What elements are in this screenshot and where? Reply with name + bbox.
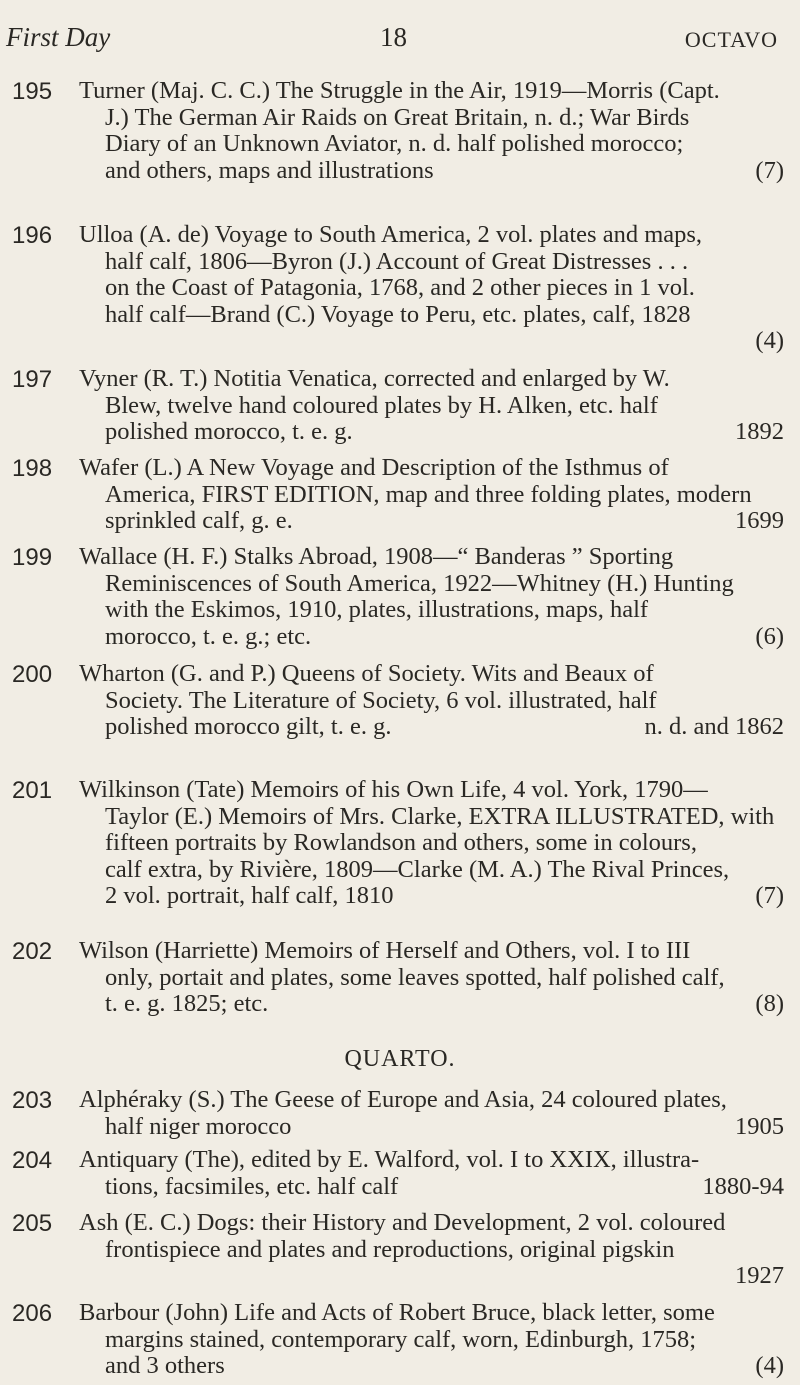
entry-line: fifteen portraits by Rowlandson and others, some in colours, <box>105 829 697 856</box>
entry-line: Antiquary (The), edited by E. Walford, vol. I to XXIX, illustra- <box>79 1146 700 1173</box>
entry-date-or-count: 1699 <box>735 507 784 534</box>
entry-line: sprinkled calf, g. e. 1699 <box>105 507 784 534</box>
lot-number: 205 <box>12 1210 53 1237</box>
entry-line: half niger morocco 1905 <box>105 1112 784 1140</box>
entry-line: 2 vol. portrait, half calf, 1810 (7) <box>105 882 784 909</box>
header-section: OCTAVO <box>684 27 778 52</box>
entry-line: Taylor (E.) Memoirs of Mrs. Clarke, EXTRA ILLUSTRATED, with <box>105 802 775 830</box>
entry-line: with the Eskimos, 1910, plates, illustrations, maps, half <box>105 596 649 623</box>
lot-number: 200 <box>12 661 53 688</box>
entry-line: Ulloa (A. de) Voyage to South America, 2 vol. plates and maps, <box>79 221 703 248</box>
entry-description <box>79 1300 784 1380</box>
entry-line: Vyner (R. T.) Notitia Venatica, corrected and enlarged by W. <box>79 365 670 392</box>
entry-description <box>79 366 784 446</box>
entry-line: polished morocco, t. e. g. 1892 <box>105 418 784 445</box>
lot-number: 199 <box>12 544 53 571</box>
lot-number: 201 <box>12 777 53 804</box>
lot-number: 196 <box>12 222 53 249</box>
entry-line: on the Coast of Patagonia, 1768, and 2 other pieces in 1 vol. <box>105 274 695 301</box>
entry-date-or-count: 1892 <box>735 418 784 445</box>
entry-date-or-count: n. d. and 1862 <box>644 713 784 740</box>
entry-line: America, FIRST EDITION, map and three folding plates, modern <box>105 480 752 508</box>
entry-date-or-count: 1905 <box>735 1112 784 1140</box>
entry-date-or-count: (8) <box>755 990 784 1017</box>
entry-line: Wafer (L.) A New Voyage and Description of the Isthmus of <box>79 454 669 481</box>
entry-date-or-count: (4) <box>755 1352 784 1379</box>
entry-line: Blew, twelve hand coloured plates by H. Alken, etc. half <box>105 391 658 419</box>
entry-line: Ash (E. C.) Dogs: their History and Development, 2 vol. coloured <box>79 1209 726 1236</box>
entry-line: morocco, t. e. g.; etc. (6) <box>105 622 784 650</box>
entry-line: half calf, 1806—Byron (J.) Account of Great Distresses . . . <box>105 247 689 275</box>
lot-number: 202 <box>12 938 53 965</box>
entry-date-or-count: (6) <box>755 622 784 650</box>
entry-description <box>79 222 784 355</box>
lot-number: 197 <box>12 366 53 393</box>
lot-number: 198 <box>12 455 53 482</box>
lot-number: 204 <box>12 1147 53 1174</box>
entry-date-or-count: 1880-94 <box>702 1172 784 1200</box>
entry-description <box>79 1087 784 1140</box>
header-sale-day: First Day <box>6 22 111 52</box>
section-title-quarto: QUARTO. <box>344 1046 456 1072</box>
entry-date-or-count: (4) <box>755 327 784 354</box>
entry-line: tions, facsimiles, etc. half calf 1880-94 <box>105 1172 784 1200</box>
entry-line: Wilkinson (Tate) Memoirs of his Own Life, 4 vol. York, 1790— <box>79 776 708 803</box>
entry-line: half calf—Brand (C.) Voyage to Peru, etc. plates, calf, 1828 <box>105 300 691 328</box>
entry-line: Wharton (G. and P.) Queens of Society. Wits and Beaux of <box>79 660 654 687</box>
entry-description <box>79 1210 784 1290</box>
entry-description <box>79 777 784 910</box>
entry-line: and 3 others (4) <box>105 1352 784 1379</box>
entry-line: Wallace (H. F.) Stalks Abroad, 1908—“ Banderas ” Sporting <box>79 543 674 570</box>
entry-line: calf extra, by Rivière, 1809—Clarke (M. A.) The Rival Princes, <box>105 855 730 883</box>
page-number: 18 <box>380 22 407 52</box>
entry-line: margins stained, contemporary calf, worn, Edinburgh, 1758; <box>105 1325 697 1353</box>
entry-description <box>79 78 784 184</box>
entry-line: Society. The Literature of Society, 6 vol. illustrated, half <box>105 686 657 714</box>
entry-line: J.) The German Air Raids on Great Britain, n. d.; War Birds <box>105 103 690 131</box>
entry-date-or-count: (7) <box>755 882 784 909</box>
entry-line: Barbour (John) Life and Acts of Robert Bruce, black letter, some <box>79 1299 715 1326</box>
entry-description <box>79 1147 784 1200</box>
entry-line: Alphéraky (S.) The Geese of Europe and Asia, 24 coloured plates, <box>79 1086 727 1113</box>
entry-line: frontispiece and plates and reproductions, original pigskin <box>105 1235 675 1263</box>
entry-line: t. e. g. 1825; etc. (8) <box>105 990 784 1017</box>
entry-line: Turner (Maj. C. C.) The Struggle in the Air, 1919—Morris (Capt. <box>79 77 720 104</box>
entry-description <box>79 455 784 535</box>
entry-line: and others, maps and illustrations (7) <box>105 156 784 184</box>
lot-number: 203 <box>12 1087 53 1114</box>
entry-line: only, portait and plates, some leaves spotted, half polished calf, <box>105 963 725 991</box>
entry-date-or-count: (7) <box>755 156 784 184</box>
lot-number: 206 <box>12 1300 53 1327</box>
entry-description <box>79 661 784 741</box>
page-header <box>0 22 800 58</box>
entry-line: Wilson (Harriette) Memoirs of Herself and Others, vol. I to III <box>79 937 691 964</box>
entry-description <box>79 544 784 650</box>
entry-line: Reminiscences of South America, 1922—Whitney (H.) Hunting <box>105 569 734 597</box>
entry-line: Diary of an Unknown Aviator, n. d. half polished morocco; <box>105 130 684 157</box>
entry-date-or-count: 1927 <box>735 1262 784 1289</box>
entry-description <box>79 938 784 1018</box>
entry-line: polished morocco gilt, t. e. g. n. d. and 1862 <box>105 713 784 740</box>
lot-number: 195 <box>12 78 53 105</box>
